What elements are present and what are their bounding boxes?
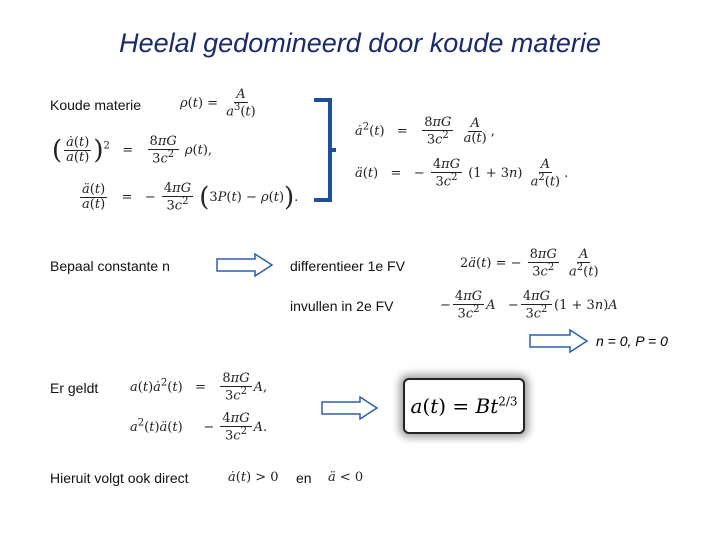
arrow-right-icon [215, 252, 275, 278]
label-er-geldt: Er geldt [50, 380, 99, 396]
arrow-right-icon [320, 395, 380, 421]
label-hieruit: Hieruit volgt ook direct [50, 470, 189, 486]
inequality-1: ȧ(t) > 0 [228, 470, 279, 485]
bracket-connector [308, 96, 338, 208]
label-koude-materie: Koude materie [50, 97, 142, 113]
rho-equation: ρ(t) = $\frac{A}{a^3(t)}$ [180, 87, 256, 119]
label-invullen: invullen in 2e FV [290, 298, 394, 314]
conclusion-text: n = 0, P = 0 [596, 333, 668, 349]
friedmann-eq-2: $\frac{ä(t)}{a(t)}$ = − $\frac{4\pi G}{3c^2}$ (3P(t) − ρ(t)). [82, 181, 299, 213]
arrow-right-icon [528, 328, 590, 354]
geldt-eq-2: $a^2(t)ä(t)$ − $\frac{4\pi G}{3c^2}$ A. [130, 411, 268, 443]
substituted-eq-1: $ȧ^2(t)$ = $\frac{8\pi G}{3c^2}$ $\frac{A}{a(t)}$ , [355, 115, 495, 147]
differentiated-eq: 2ä(t) = − $\frac{8\pi G}{3c^2}$ $\frac{A}{a^2(t)}$ [460, 247, 599, 279]
label-differentieer: differentieer 1e FV [290, 258, 405, 274]
label-bepaal: Bepaal constante n [50, 258, 170, 274]
inequality-2: ä < 0 [328, 470, 364, 485]
filled-eq: − $\frac{4\pi G}{3c^2}$ A − $\frac{4\pi G}{3c^2}$ (1 + 3n)A [440, 289, 618, 321]
friedmann-eq-1: ( $\frac{ȧ(t)}{a(t)}$ )$^2$ = $\frac{8\pi G}{3c^2}$ ρ(t), [52, 134, 213, 166]
page-title: Heelal gedomineerd door koude materie [119, 28, 601, 58]
substituted-eq-2: ä(t) = − $\frac{4\pi G}{3c^2}$ (1 + 3n) $\frac{A}{a^2(t)}$ . [355, 157, 569, 189]
geldt-eq-1: $a(t)ȧ^2(t)$ = $\frac{8\pi G}{3c^2}$ A, [130, 371, 268, 403]
result-box: $a(t) = Bt^{2/3}$ [403, 378, 525, 434]
label-en: en [296, 470, 312, 486]
